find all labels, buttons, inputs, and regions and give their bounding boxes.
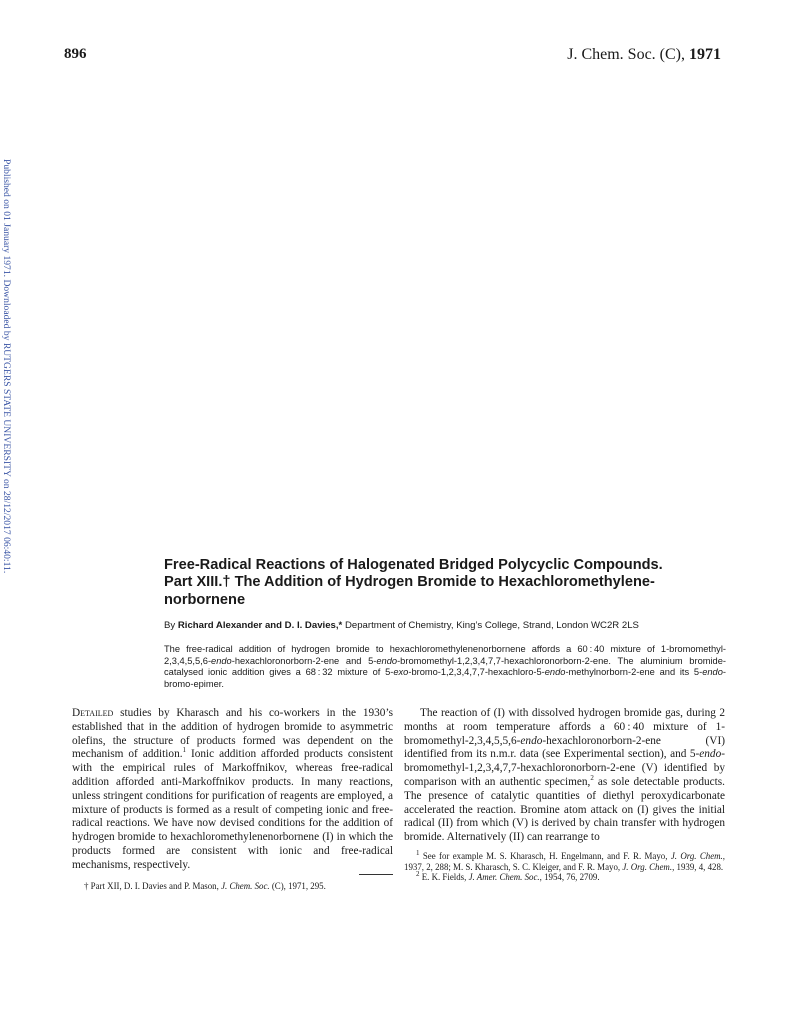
footnote-text: † Part XII, D. I. Davies and P. Mason, [84, 880, 222, 891]
side-note-text: Published on 01 January 1971. Downloaded by RUTGERS STATE UNIVERSITY on 28/12/2017 06:40:11. [1, 159, 12, 574]
article-title [164, 557, 734, 609]
left-column [72, 707, 393, 891]
reference-text: E. K. Fields, [419, 872, 469, 883]
body-text: -bromomethyl-1,2,3,4,7,7-hexachloronorborn-2-ene (V) identified by comparison with an authentic specimen, [404, 748, 725, 788]
reference-marker: 1 [182, 746, 187, 755]
byline [164, 619, 744, 632]
reference-text: , 1954, 76, 2709. [539, 872, 600, 883]
body-text: Ionic addition afforded products consistent with the empirical rules of Markoffnikov, whereas free-radical addition afforded anti-Markoffnikov products. In many reactions, unless stringent conditions for purification of reagents are employed, a mixture of products is formed as a result of competing ionic and free-radical reactions. We have now devised conditions for the addition of hydrogen bromide to hexachloromethylenenorbornene (I) in which the products formed are consistent with ionic and free-radical mechanisms, respectively. [72, 748, 394, 871]
journal-reference [567, 46, 721, 64]
body-text: The reaction of (I) with dissolved hydrogen bromide gas, during 2 months at room temperature affords a 60 : 40 mixture of 1-bromomethyl-2,3,4,5,5,6- [404, 707, 725, 747]
body-text: -hexachloronorborn-2-ene (VI) identified from its n.m.r. data (see Experimental section), and 5- [404, 734, 725, 761]
footnote-text: (C), 1971, 295. [269, 880, 326, 891]
reference-journal: J. Org. Chem. [670, 850, 723, 861]
abstract-italic: endo [211, 655, 232, 666]
right-column [404, 707, 725, 883]
column-end-rule [359, 874, 393, 875]
journal-name: J. Chem. Soc. (C), [567, 46, 685, 63]
reference-text: See for example M. S. Kharasch, H. Engelmann, and F. R. Mayo, [419, 850, 671, 861]
part-footnote [72, 881, 393, 892]
title-line-3: norbornene [164, 591, 246, 608]
title-line-2: Part XIII.† The Addition of Hydrogen Bromide to Hexachloromethylene- [164, 574, 655, 591]
abstract-text: The free-radical addition of hydrogen bromide to hexachloromethylenenorbornene affords a 60 : 40 mixture of 1-bromomethyl-2,3,4,5,5,6- [164, 644, 726, 666]
body-text: as sole detectable products. The presence of catalytic quantities of diethyl peroxydicarbonate accelerated the reaction. Bromine atom attack on (I) gives the initial radical (II) from which (V) is derived by chain transfer with hydrogen bromide. Alternatively (II) can rearrange to [404, 775, 725, 844]
byline-prefix: By [164, 620, 176, 631]
abstract-italic: endo [702, 667, 723, 678]
abstract-text: -bromo-1,2,3,4,7,7-hexachloro-5- [408, 667, 545, 678]
footnote-block [72, 881, 393, 892]
abstract-text: -methylnorborn-2-ene and its 5- [565, 667, 703, 678]
reference-number: 1 [416, 849, 420, 857]
reference-text: , 1939, 4, 428. [672, 861, 724, 872]
reference-journal: J. Amer. Chem. Soc. [468, 872, 540, 883]
abstract-italic: endo [544, 667, 566, 678]
references-block [404, 851, 725, 883]
abstract-text: -hexachloronorborn-2-ene and 5- [231, 655, 377, 666]
reference-marker: 2 [590, 774, 594, 783]
reference-journal: J. Org. Chem. [622, 861, 673, 872]
body-italic: endo [699, 748, 722, 761]
intro-paragraph [72, 707, 393, 873]
reference-1 [404, 851, 725, 872]
abstract-italic: exo [393, 667, 409, 678]
abstract-text: -bromomethyl-1,2,3,4,7,7-hexachloronorborn-2-ene. The aluminium bromide-catalysed ionic addition gives a 68 : 32 mixture of 5- [164, 655, 726, 678]
journal-year: 1971 [689, 46, 721, 63]
results-paragraph [404, 707, 725, 845]
reference-text: , 1937, 2, 288; M. S. Kharasch, S. C. Kleiger, and F. R. Mayo, [404, 850, 725, 872]
reference-number: 2 [416, 870, 420, 879]
download-side-note [0, 159, 14, 635]
body-italic: endo [520, 734, 543, 747]
affiliation: Department of Chemistry, King’s College, Strand, London WC2R 2LS [344, 620, 639, 631]
opening-word: Detailed [72, 707, 114, 719]
author-names: Richard Alexander and D. I. Davies,* [177, 620, 343, 631]
abstract [164, 644, 726, 691]
abstract-italic: endo [376, 655, 398, 666]
body-text: studies by Kharasch and his co-workers in the 1930’s established that in the addition of hydrogen bromide to asymmetric olefins, the structure of products formed was dependent on the mechanism of addition. [72, 707, 393, 761]
page-number: 896 [64, 46, 87, 62]
abstract-text: -bromo-epimer. [164, 667, 726, 690]
reference-2 [404, 872, 725, 883]
title-line-1: Free-Radical Reactions of Halogenated Bridged Polycyclic Compounds. [164, 557, 663, 573]
footnote-journal: J. Chem. Soc. [221, 880, 270, 891]
